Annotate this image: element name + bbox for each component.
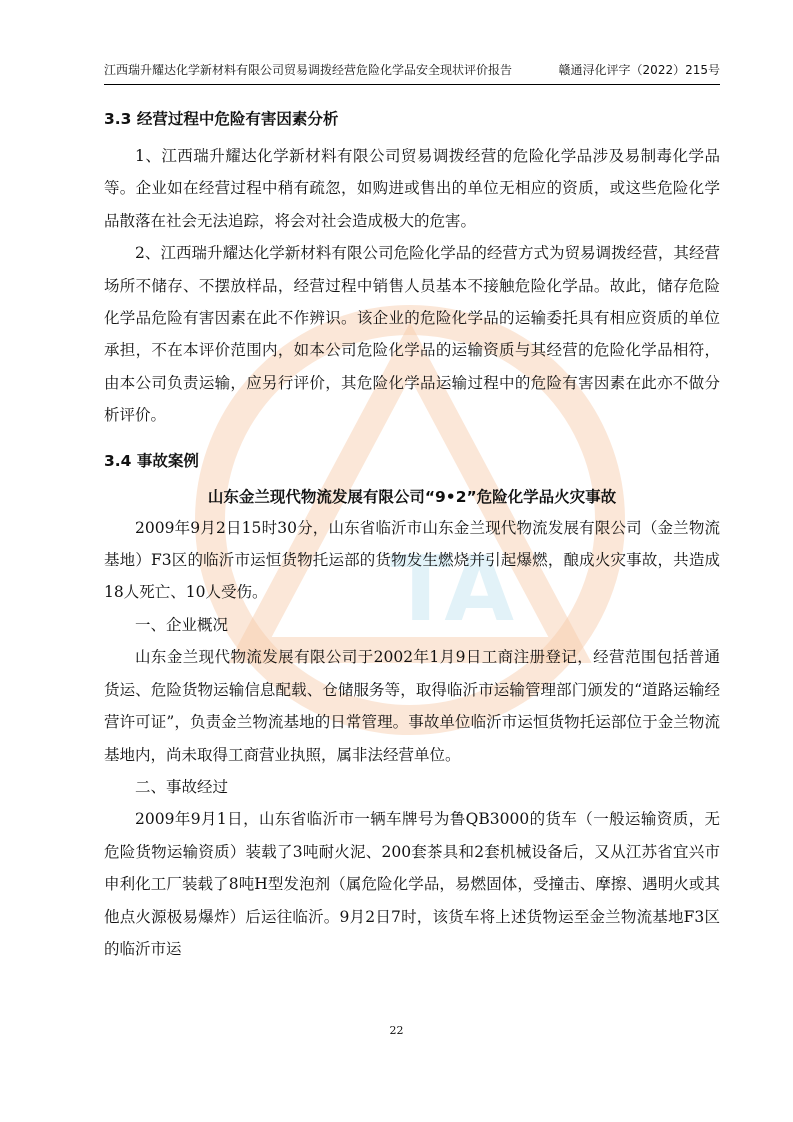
paragraph: 2009年9月2日15时30分，山东省临沂市山东金兰现代物流发展有限公司（金兰物流基地）F3区的临沂市运恒货物托运部的货物发生燃烧并引起爆燃，酿成火灾事故，共造成18人死亡、10人受伤。	[104, 518, 720, 602]
section-3-4-heading: 3.4 事故案例	[104, 451, 199, 470]
paragraph: 2、江西瑞升耀达化学新材料有限公司危险化学品的经营方式为贸易调拨经营，其经营场所不储存、不摆放样品，经营过程中销售人员基本不接触危险化学品。故此，储存危险化学品危险有害因素在此不作辨识。该企业的危险化学品的运输委托具有相应资质的单位承担，不在本评价范围内，如本公司危险化学品的运输资质与其经营的危险化学品相符，由本公司负责运输，应另行评价，其危险化学品运输过程中的危险有害因素在此亦不做分析评价。	[104, 244, 720, 425]
paragraph: 山东金兰现代物流发展有限公司于2002年1月9日工商注册登记，经营范围包括普通货运、危险货物运输信息配载、仓储服务等，取得临沂市运输管理部门颁发的“道路运输经营许可证”，负责金兰物流基地的日常管理。事故单位临沂市运恒货物托运部位于金兰物流基地内，尚未取得工商营业执照，属非法经营单位。	[104, 648, 720, 764]
header-report-title: 江西瑞升耀达化学新材料有限公司贸易调拨经营危险化学品安全现状评价报告	[104, 63, 513, 77]
header-document-number: 赣通浔化评字（2022）215号	[558, 63, 720, 77]
page-header	[104, 58, 720, 85]
svg-text:TA: TA	[390, 537, 515, 642]
subheading-company-overview: 一、企业概况	[135, 615, 229, 634]
paragraph: 2009年9月1日，山东省临沂市一辆车牌号为鲁QB3000的货车（一般运输资质，无危险货物运输资质）装载了3吨耐火泥、200套茶具和2套机械设备后，又从江苏省宜兴市申利化工厂装载了8吨H型发泡剂（属危险化学品，易燃固体，受撞击、摩擦、遇明火或其他点火源极易爆炸）后运往临沂。9月2日7时，该货车将上述货物运至金兰物流基地F3区的临沂市运	[104, 810, 720, 958]
paragraph: 1、江西瑞升耀达化学新材料有限公司贸易调拨经营的危险化学品涉及易制毒化学品等。企业如在经营过程中稍有疏忽，如购进或售出的单位无相应的资质，或这些危险化学品散落在社会无法追踪，将会对社会造成极大的危害。	[104, 147, 720, 230]
section-3-3-heading: 3.3 经营过程中危险有害因素分析	[104, 110, 339, 128]
subheading-accident-process: 二、事故经过	[135, 777, 229, 796]
case-title: 山东金兰现代物流发展有限公司“9•2”危险化学品火灾事故	[207, 487, 617, 506]
document-body	[104, 96, 720, 965]
page-number: 22	[389, 1024, 404, 1037]
